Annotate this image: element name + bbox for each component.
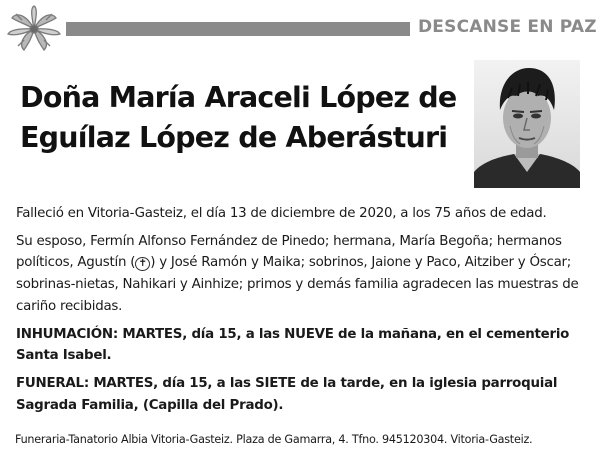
header-label: DESCANSE EN PAZ: [418, 17, 597, 37]
funeral-home-footer: Funeraria-Tanatorio Albia Vitoria-Gasteiz. Plaza de Gamarra, 4. Tfno. 945120304. Vitoria-Gasteiz.: [15, 433, 533, 446]
family-text-2: ) y José Ramón y Maika; sobrinos, Jaione y Paco, Aitziber y Óscar; sobrinas-nietas, Nahikari y Ainhize; primos y demás familia agradecen las muestras de cariño recibidas.: [16, 255, 579, 314]
notice-body: [16, 203, 584, 422]
header-bar: [66, 22, 410, 36]
family-paragraph: [16, 231, 584, 318]
name-line-1: Doña María Araceli López de: [20, 81, 457, 114]
name-line-2: Eguílaz López de Aberásturi: [20, 121, 448, 154]
cross-icon: ✝: [135, 257, 150, 271]
deceased-name: [20, 78, 470, 158]
flower-ornament-icon: [6, 4, 62, 54]
death-statement: Falleció en Vitoria-Gasteiz, el día 13 de diciembre de 2020, a los 75 años de edad.: [16, 206, 547, 221]
family-text-1: Su esposo, Fermín Alfonso Fernández de Pinedo; hermana, María Begoña; hermanos políticos, Agustín (: [16, 233, 562, 271]
funeral-info: FUNERAL: MARTES, día 15, a las SIETE de la tarde, en la iglesia parroquial Sagrada Familia, (Capilla del Prado).: [16, 375, 558, 413]
burial-info: INHUMACIÓN: MARTES, día 15, a las NUEVE de la mañana, en el cementerio Santa Isabel.: [16, 326, 570, 364]
portrait-photo: [474, 60, 580, 188]
